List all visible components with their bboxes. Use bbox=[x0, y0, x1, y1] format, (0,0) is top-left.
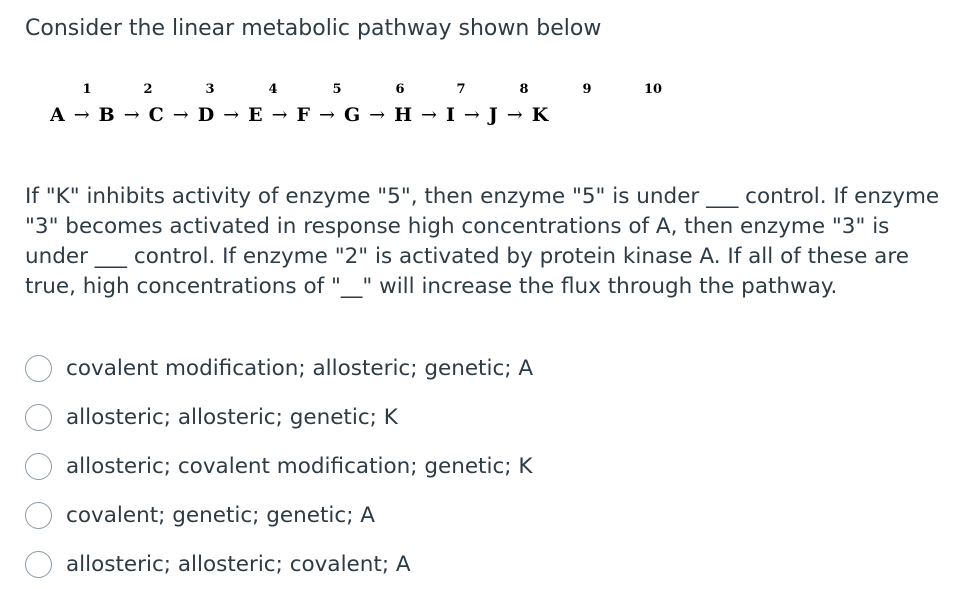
metabolite-j: J bbox=[488, 104, 498, 126]
metabolite-k: K bbox=[531, 104, 549, 126]
enzyme-label-9: 9 bbox=[582, 82, 592, 97]
metabolite-b: B bbox=[98, 104, 115, 126]
arrow-icon: → bbox=[172, 104, 189, 126]
arrow-icon: → bbox=[223, 104, 240, 126]
answer-option[interactable] bbox=[25, 491, 925, 540]
radio-button[interactable] bbox=[25, 502, 52, 529]
metabolite-a: A bbox=[50, 104, 65, 126]
arrow-icon: → bbox=[506, 104, 523, 126]
answer-options bbox=[25, 344, 925, 589]
question-line: If "K" inhibits activity of enzyme "5", then enzyme "5" is under ___ control. If enzyme bbox=[25, 184, 940, 209]
answer-option[interactable] bbox=[25, 540, 925, 589]
enzyme-label-4: 4 bbox=[268, 82, 278, 97]
answer-option[interactable] bbox=[25, 442, 925, 491]
radio-button[interactable] bbox=[25, 453, 52, 480]
pathway-chain bbox=[50, 104, 548, 126]
arrow-icon: → bbox=[421, 104, 437, 126]
enzyme-label-7: 7 bbox=[456, 82, 466, 97]
answer-label[interactable]: allosteric; covalent modification; genetic; K bbox=[66, 454, 533, 479]
arrow-icon: → bbox=[319, 104, 335, 126]
metabolite-d: D bbox=[197, 104, 215, 126]
question-line: under ___ control. If enzyme "2" is activated by protein kinase A. If all of these are bbox=[25, 244, 909, 269]
radio-button[interactable] bbox=[25, 355, 52, 382]
radio-button[interactable] bbox=[25, 404, 52, 431]
enzyme-label-5: 5 bbox=[332, 82, 342, 97]
metabolite-h: H bbox=[394, 104, 413, 126]
enzyme-label-2: 2 bbox=[143, 82, 153, 97]
answer-label[interactable]: covalent modification; allosteric; genetic; A bbox=[66, 356, 534, 381]
question-line: "3" becomes activated in response high concentrations of A, then enzyme "3" is bbox=[25, 214, 890, 239]
radio-button[interactable] bbox=[25, 551, 52, 578]
enzyme-label-10: 10 bbox=[643, 82, 663, 97]
answer-option[interactable] bbox=[25, 393, 925, 442]
question-title: Consider the linear metabolic pathway shown below bbox=[25, 16, 602, 41]
question-line: true, high concentrations of "__" will increase the flux through the pathway. bbox=[25, 274, 838, 299]
arrow-icon: → bbox=[463, 104, 480, 126]
metabolite-e: E bbox=[248, 104, 263, 126]
answer-label[interactable]: covalent; genetic; genetic; A bbox=[66, 503, 375, 528]
arrow-icon: → bbox=[73, 104, 90, 126]
arrow-icon: → bbox=[271, 104, 288, 126]
answer-option[interactable] bbox=[25, 344, 925, 393]
metabolite-g: G bbox=[343, 104, 361, 126]
answer-label[interactable]: allosteric; allosteric; genetic; K bbox=[66, 405, 398, 430]
answer-label[interactable]: allosteric; allosteric; covalent; A bbox=[66, 552, 411, 577]
metabolite-f: F bbox=[296, 104, 311, 126]
arrow-icon: → bbox=[123, 104, 140, 126]
arrow-icon: → bbox=[369, 104, 386, 126]
enzyme-label-6: 6 bbox=[395, 82, 405, 97]
enzyme-label-1: 1 bbox=[82, 82, 92, 97]
pathway-diagram bbox=[50, 80, 710, 136]
question-body bbox=[25, 182, 945, 302]
metabolite-c: C bbox=[148, 104, 164, 126]
enzyme-label-8: 8 bbox=[519, 82, 529, 97]
enzyme-label-3: 3 bbox=[205, 82, 215, 97]
metabolite-i: I bbox=[445, 104, 455, 126]
